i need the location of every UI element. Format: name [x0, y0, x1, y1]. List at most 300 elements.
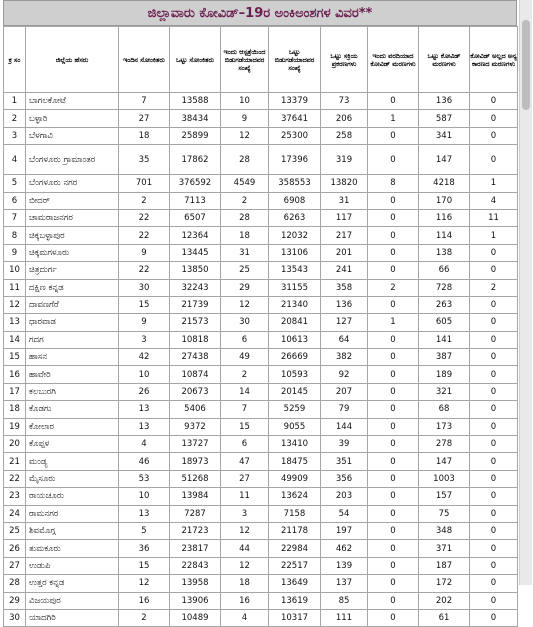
stat-cell: 13543 [269, 262, 321, 279]
stat-cell: 0 [470, 314, 518, 331]
stat-cell: 49909 [269, 470, 321, 487]
stat-cell: 0 [368, 331, 419, 348]
stat-cell: 46 [119, 453, 170, 470]
stat-cell: 13 [119, 418, 170, 435]
stat-cell: 10613 [269, 331, 321, 348]
district-name-cell: ಬೆಂಗಳೂರು ನಗರ [26, 175, 119, 192]
stat-cell: 0 [470, 453, 518, 470]
serial-number-cell: 27 [4, 557, 26, 574]
stat-cell: 25899 [170, 127, 221, 144]
district-name-cell: ವಿಜಯಪುರ [26, 592, 119, 609]
stat-cell: 10489 [170, 609, 221, 626]
stat-cell: 21340 [269, 296, 321, 313]
serial-number-cell: 14 [4, 331, 26, 348]
stat-cell: 206 [321, 110, 368, 127]
stat-cell: 12364 [170, 227, 221, 244]
stat-cell: 1003 [419, 470, 470, 487]
stat-cell: 64 [321, 331, 368, 348]
stat-cell: 137 [321, 575, 368, 592]
stat-cell: 0 [470, 127, 518, 144]
stat-cell: 0 [368, 296, 419, 313]
table-row [4, 418, 518, 435]
stat-cell: 0 [470, 110, 518, 127]
table-row [4, 453, 518, 470]
stat-cell: 197 [321, 522, 368, 539]
table-row [4, 401, 518, 418]
stat-cell: 187 [419, 557, 470, 574]
stat-cell: 263 [419, 296, 470, 313]
district-name-cell: ದಕ್ಷಿಣ ಕನ್ನಡ [26, 279, 119, 296]
stat-cell: 2 [119, 192, 170, 209]
stat-cell: 16 [221, 592, 269, 609]
stat-cell: 13906 [170, 592, 221, 609]
table-row [4, 522, 518, 539]
stat-cell: 371 [419, 540, 470, 557]
stat-cell: 9372 [170, 418, 221, 435]
stat-cell: 7158 [269, 505, 321, 522]
district-name-cell: ದಾವಣಗೆರೆ [26, 296, 119, 313]
stat-cell: 139 [321, 557, 368, 574]
district-name-cell: ಚಾಮರಾಜನಗರ [26, 209, 119, 226]
table-body [4, 93, 518, 627]
serial-number-cell: 13 [4, 314, 26, 331]
stat-cell: 37641 [269, 110, 321, 127]
table-row [4, 609, 518, 626]
table-row [4, 127, 518, 144]
stat-cell: 6507 [170, 209, 221, 226]
stat-cell: 22 [119, 209, 170, 226]
stat-cell: 0 [368, 209, 419, 226]
stat-cell: 136 [419, 93, 470, 110]
stat-cell: 4 [221, 609, 269, 626]
stat-cell: 0 [368, 349, 419, 366]
stat-cell: 356 [321, 470, 368, 487]
header-row [4, 27, 518, 93]
stat-cell: 12 [221, 296, 269, 313]
table-row [4, 145, 518, 175]
stat-cell: 7113 [170, 192, 221, 209]
stat-cell: 382 [321, 349, 368, 366]
stat-cell: 47 [221, 453, 269, 470]
stat-cell: 18475 [269, 453, 321, 470]
column-header: ಒಟ್ಟು ಸೋಂಕಿತರು [170, 27, 221, 93]
stat-cell: 1 [368, 110, 419, 127]
stat-cell: 6908 [269, 192, 321, 209]
stat-cell: 7287 [170, 505, 221, 522]
district-name-cell: ಬೆಳಗಾವಿ [26, 127, 119, 144]
table-row [4, 262, 518, 279]
stat-cell: 136 [321, 296, 368, 313]
stat-cell: 22843 [170, 557, 221, 574]
serial-number-cell: 11 [4, 279, 26, 296]
stat-cell: 0 [470, 522, 518, 539]
stat-cell: 0 [470, 609, 518, 626]
scrollbar-thumb[interactable] [522, 20, 530, 110]
district-name-cell: ಗದಗ [26, 331, 119, 348]
stat-cell: 15 [119, 296, 170, 313]
stat-cell: 49 [221, 349, 269, 366]
stat-cell: 22984 [269, 540, 321, 557]
stat-cell: 0 [470, 366, 518, 383]
column-header: ಜಿಲ್ಲೆಯ ಹೆಸರು [26, 27, 119, 93]
stat-cell: 26 [119, 383, 170, 400]
stat-cell: 117 [321, 209, 368, 226]
stat-cell: 32243 [170, 279, 221, 296]
stat-cell: 0 [470, 575, 518, 592]
stat-cell: 73 [321, 93, 368, 110]
stat-cell: 0 [470, 262, 518, 279]
stat-cell: 15 [119, 557, 170, 574]
stat-cell: 13850 [170, 262, 221, 279]
stat-cell: 6 [221, 331, 269, 348]
serial-number-cell: 7 [4, 209, 26, 226]
district-stats-table [3, 26, 518, 627]
district-name-cell: ರಾಮನಗರ [26, 505, 119, 522]
stat-cell: 39 [321, 436, 368, 453]
stat-cell: 4 [470, 192, 518, 209]
table-row [4, 192, 518, 209]
stat-cell: 30 [119, 279, 170, 296]
serial-number-cell: 17 [4, 383, 26, 400]
column-header: ಇಂದು ವರದಿಯಾದ ಕೋವಿಡ್ ಮರಣಗಳು [368, 27, 419, 93]
stat-cell: 30 [221, 314, 269, 331]
stat-cell: 701 [119, 175, 170, 192]
serial-number-cell: 12 [4, 296, 26, 313]
stat-cell: 0 [368, 127, 419, 144]
stat-cell: 0 [368, 93, 419, 110]
stat-cell: 4 [119, 436, 170, 453]
stat-cell: 13 [119, 401, 170, 418]
stat-cell: 21178 [269, 522, 321, 539]
stat-cell: 0 [368, 470, 419, 487]
district-name-cell: ಬೆಂಗಳೂರು ಗ್ರಾಮಾಂತರ [26, 145, 119, 175]
district-name-cell: ಮಂಡ್ಯ [26, 453, 119, 470]
serial-number-cell: 24 [4, 505, 26, 522]
stat-cell: 35 [119, 145, 170, 175]
stat-cell: 11 [221, 488, 269, 505]
stat-cell: 351 [321, 453, 368, 470]
table-row [4, 93, 518, 110]
serial-number-cell: 5 [4, 175, 26, 192]
stat-cell: 278 [419, 436, 470, 453]
stat-cell: 0 [368, 592, 419, 609]
table-header [4, 27, 518, 93]
stat-cell: 13619 [269, 592, 321, 609]
stat-cell: 0 [368, 401, 419, 418]
serial-number-cell: 20 [4, 436, 26, 453]
stat-cell: 0 [470, 401, 518, 418]
stat-cell: 157 [419, 488, 470, 505]
serial-number-cell: 18 [4, 401, 26, 418]
table-row [4, 592, 518, 609]
stat-cell: 172 [419, 575, 470, 592]
stat-cell: 321 [419, 383, 470, 400]
stat-cell: 0 [368, 575, 419, 592]
table-row [4, 349, 518, 366]
stat-cell: 241 [321, 262, 368, 279]
stat-cell: 147 [419, 453, 470, 470]
district-name-cell: ಹಾಸನ [26, 349, 119, 366]
stat-cell: 116 [419, 209, 470, 226]
stat-cell: 3 [119, 331, 170, 348]
serial-number-cell: 19 [4, 418, 26, 435]
stat-cell: 0 [470, 93, 518, 110]
stat-cell: 0 [368, 383, 419, 400]
stat-cell: 1 [470, 175, 518, 192]
stat-cell: 27 [221, 470, 269, 487]
stat-cell: 170 [419, 192, 470, 209]
stat-cell: 8 [368, 175, 419, 192]
stat-cell: 27 [119, 110, 170, 127]
column-header: ಒಟ್ಟು ಸಕ್ರಿಯ ಪ್ರಕರಣಗಳು [321, 27, 368, 93]
stat-cell: 13649 [269, 575, 321, 592]
stat-cell: 4549 [221, 175, 269, 192]
stat-cell: 114 [419, 227, 470, 244]
table-row [4, 540, 518, 557]
table-row [4, 383, 518, 400]
stat-cell: 28 [221, 209, 269, 226]
stat-cell: 0 [368, 557, 419, 574]
stat-cell: 0 [368, 505, 419, 522]
stat-cell: 0 [368, 145, 419, 175]
stat-cell: 207 [321, 383, 368, 400]
stat-cell: 0 [470, 540, 518, 557]
table-row [4, 331, 518, 348]
stat-cell: 92 [321, 366, 368, 383]
stat-cell: 31 [321, 192, 368, 209]
stat-cell: 13445 [170, 244, 221, 261]
stat-cell: 189 [419, 366, 470, 383]
stat-cell: 111 [321, 609, 368, 626]
stat-cell: 20145 [269, 383, 321, 400]
stat-cell: 0 [470, 349, 518, 366]
stat-cell: 201 [321, 244, 368, 261]
stat-cell: 0 [470, 296, 518, 313]
table-row [4, 279, 518, 296]
stat-cell: 10 [119, 366, 170, 383]
stat-cell: 5259 [269, 401, 321, 418]
stat-cell: 23817 [170, 540, 221, 557]
serial-number-cell: 4 [4, 145, 26, 175]
stat-cell: 6 [221, 436, 269, 453]
stat-cell: 12032 [269, 227, 321, 244]
serial-number-cell: 25 [4, 522, 26, 539]
stat-cell: 13379 [269, 93, 321, 110]
district-name-cell: ಚಿತ್ರದುರ್ಗ [26, 262, 119, 279]
stat-cell: 5 [119, 522, 170, 539]
stat-cell: 7 [119, 93, 170, 110]
stat-cell: 51268 [170, 470, 221, 487]
table-row [4, 244, 518, 261]
stat-cell: 13984 [170, 488, 221, 505]
stat-cell: 17396 [269, 145, 321, 175]
table-row [4, 505, 518, 522]
column-header: ಒಟ್ಟು ಕೋವಿಡ್ ಮರಣಗಳು [419, 27, 470, 93]
stat-cell: 85 [321, 592, 368, 609]
column-header: ಕೋವಿಡ್ ಅಲ್ಲದ ಅನ್ಯ ಕಾರಣದ ಮರಣಗಳು [470, 27, 518, 93]
stat-cell: 10 [221, 93, 269, 110]
serial-number-cell: 23 [4, 488, 26, 505]
stat-cell: 31155 [269, 279, 321, 296]
stat-cell: 0 [470, 145, 518, 175]
serial-number-cell: 2 [4, 110, 26, 127]
stat-cell: 14 [221, 383, 269, 400]
stat-cell: 3 [221, 505, 269, 522]
stat-cell: 16 [119, 592, 170, 609]
stat-cell: 61 [419, 609, 470, 626]
stat-cell: 0 [470, 244, 518, 261]
serial-number-cell: 28 [4, 575, 26, 592]
stat-cell: 38434 [170, 110, 221, 127]
serial-number-cell: 9 [4, 244, 26, 261]
vertical-scrollbar[interactable] [519, 0, 532, 585]
column-header: ಇಂದಿನ ಸೋಂಕಿತರು [119, 27, 170, 93]
stat-cell: 29 [221, 279, 269, 296]
stat-cell: 44 [221, 540, 269, 557]
stat-cell: 0 [368, 418, 419, 435]
table-row [4, 575, 518, 592]
district-name-cell: ಬಾಗಲಕೋಟೆ [26, 93, 119, 110]
stat-cell: 15 [221, 418, 269, 435]
column-header: ಕ್ರ ಸಂ [4, 27, 26, 93]
table-row [4, 175, 518, 192]
stat-cell: 68 [419, 401, 470, 418]
stat-cell: 0 [368, 192, 419, 209]
stat-cell: 319 [321, 145, 368, 175]
serial-number-cell: 26 [4, 540, 26, 557]
stat-cell: 9 [221, 110, 269, 127]
stat-cell: 26669 [269, 349, 321, 366]
stat-cell: 2 [221, 366, 269, 383]
stat-cell: 11 [470, 209, 518, 226]
stat-cell: 147 [419, 145, 470, 175]
stat-cell: 127 [321, 314, 368, 331]
serial-number-cell: 10 [4, 262, 26, 279]
stat-cell: 0 [470, 488, 518, 505]
stat-cell: 341 [419, 127, 470, 144]
stat-cell: 0 [368, 436, 419, 453]
district-name-cell: ಯಾದಗಿರಿ [26, 609, 119, 626]
stat-cell: 0 [368, 522, 419, 539]
district-name-cell: ಬೀದರ್ [26, 192, 119, 209]
serial-number-cell: 1 [4, 93, 26, 110]
district-covid-table-frame [3, 0, 517, 624]
stat-cell: 358553 [269, 175, 321, 192]
stat-cell: 22517 [269, 557, 321, 574]
district-name-cell: ಹಾವೇರಿ [26, 366, 119, 383]
stat-cell: 13727 [170, 436, 221, 453]
stat-cell: 21723 [170, 522, 221, 539]
stat-cell: 0 [368, 488, 419, 505]
district-name-cell: ಉತ್ತರ ಕನ್ನಡ [26, 575, 119, 592]
stat-cell: 387 [419, 349, 470, 366]
district-name-cell: ಕಲಬುರಗಿ [26, 383, 119, 400]
district-name-cell: ರಾಯಚೂರು [26, 488, 119, 505]
stat-cell: 10818 [170, 331, 221, 348]
stat-cell: 13820 [321, 175, 368, 192]
stat-cell: 53 [119, 470, 170, 487]
stat-cell: 258 [321, 127, 368, 144]
stat-cell: 75 [419, 505, 470, 522]
stat-cell: 376592 [170, 175, 221, 192]
stat-cell: 42 [119, 349, 170, 366]
stat-cell: 0 [470, 418, 518, 435]
district-name-cell: ಬಳ್ಳಾರಿ [26, 110, 119, 127]
stat-cell: 9 [119, 314, 170, 331]
table-row [4, 488, 518, 505]
stat-cell: 17862 [170, 145, 221, 175]
district-name-cell: ಮೈಸೂರು [26, 470, 119, 487]
stat-cell: 0 [368, 262, 419, 279]
stat-cell: 12 [221, 522, 269, 539]
table-title: ಜಿಲ್ಲಾವಾರು ಕೋವಿಡ್–19ರ ಅಂಕಿಅಂಶಗಳ ವಿವರ** [3, 0, 517, 26]
serial-number-cell: 15 [4, 349, 26, 366]
stat-cell: 54 [321, 505, 368, 522]
stat-cell: 217 [321, 227, 368, 244]
stat-cell: 36 [119, 540, 170, 557]
stat-cell: 462 [321, 540, 368, 557]
stat-cell: 0 [470, 592, 518, 609]
table-row [4, 227, 518, 244]
stat-cell: 1 [470, 227, 518, 244]
stat-cell: 2 [368, 279, 419, 296]
stat-cell: 18 [221, 227, 269, 244]
stat-cell: 13106 [269, 244, 321, 261]
district-name-cell: ಶಿವಮೊಗ್ಗ [26, 522, 119, 539]
stat-cell: 21573 [170, 314, 221, 331]
stat-cell: 25300 [269, 127, 321, 144]
column-header: ಇಂದು ಆಸ್ಪತ್ರೆಯಿಂದ ಬಿಡುಗಡೆಯಾದವರ ಸಂಖ್ಯೆ [221, 27, 269, 93]
stat-cell: 21739 [170, 296, 221, 313]
stat-cell: 9 [119, 244, 170, 261]
district-name-cell: ಉಡುಪಿ [26, 557, 119, 574]
stat-cell: 13958 [170, 575, 221, 592]
stat-cell: 13588 [170, 93, 221, 110]
serial-number-cell: 21 [4, 453, 26, 470]
stat-cell: 13 [119, 505, 170, 522]
stat-cell: 0 [368, 453, 419, 470]
stat-cell: 138 [419, 244, 470, 261]
table-row [4, 314, 518, 331]
stat-cell: 66 [419, 262, 470, 279]
table-row [4, 436, 518, 453]
table-row [4, 209, 518, 226]
stat-cell: 7 [221, 401, 269, 418]
stat-cell: 2 [221, 192, 269, 209]
stat-cell: 10874 [170, 366, 221, 383]
stat-cell: 10 [119, 488, 170, 505]
stat-cell: 2 [470, 279, 518, 296]
stat-cell: 358 [321, 279, 368, 296]
stat-cell: 20673 [170, 383, 221, 400]
stat-cell: 728 [419, 279, 470, 296]
serial-number-cell: 8 [4, 227, 26, 244]
stat-cell: 12 [221, 557, 269, 574]
stat-cell: 0 [368, 540, 419, 557]
stat-cell: 0 [470, 331, 518, 348]
table-row [4, 557, 518, 574]
stat-cell: 605 [419, 314, 470, 331]
stat-cell: 18 [221, 575, 269, 592]
district-name-cell: ತುಮಕೂರು [26, 540, 119, 557]
serial-number-cell: 29 [4, 592, 26, 609]
stat-cell: 79 [321, 401, 368, 418]
stat-cell: 22 [119, 227, 170, 244]
stat-cell: 0 [368, 244, 419, 261]
district-name-cell: ಧಾರವಾಡ [26, 314, 119, 331]
table-row [4, 110, 518, 127]
serial-number-cell: 30 [4, 609, 26, 626]
